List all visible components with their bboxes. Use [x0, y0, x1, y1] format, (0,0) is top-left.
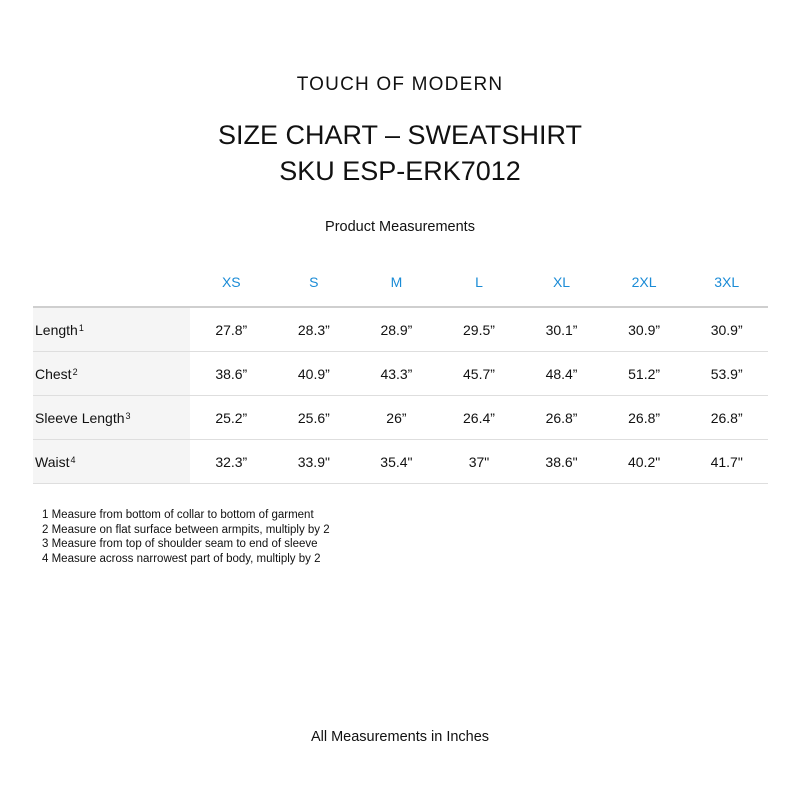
- size-header: XL: [520, 258, 603, 307]
- units-footer: All Measurements in Inches: [310, 729, 490, 745]
- title-line-2: SKU ESP-ERK7012: [279, 156, 521, 186]
- row-label: Waist$^4$: [33, 440, 190, 484]
- table-row: [33, 396, 768, 440]
- table-row: [33, 440, 768, 484]
- footnote-marker: 2: [72, 366, 78, 377]
- page-title: [0, 117, 800, 189]
- measurement-cell: 48.4”: [520, 352, 603, 396]
- measurement-cell: 26.8”: [685, 396, 768, 440]
- section-subtitle: Product Measurements: [325, 219, 475, 235]
- footnote-marker: 3: [125, 410, 131, 421]
- size-header: 2XL: [603, 258, 686, 307]
- measurement-cell: 28.9”: [355, 307, 438, 352]
- row-label: Length$^1$: [33, 307, 190, 352]
- row-label: Chest$^2$: [33, 352, 190, 396]
- measurement-cell: 40.9”: [273, 352, 356, 396]
- footnote-marker: 4: [70, 454, 76, 465]
- measurement-cell: 30.9”: [603, 307, 686, 352]
- size-header: S: [273, 258, 356, 307]
- measurement-cell: 53.9”: [685, 352, 768, 396]
- footnote: 3 Measure from top of shoulder seam to end of sleeve: [42, 538, 318, 550]
- measurement-cell: 51.2”: [603, 352, 686, 396]
- header-corner: [33, 258, 190, 307]
- measurement-cell: 25.2”: [190, 396, 273, 440]
- table-row: [33, 307, 768, 352]
- measurement-cell: 30.9”: [685, 307, 768, 352]
- measurement-cell: 26.8”: [520, 396, 603, 440]
- footnote: 1 Measure from bottom of collar to bottom of garment: [42, 509, 314, 521]
- title-line-1: SIZE CHART – SWEATSHIRT: [217, 120, 583, 150]
- size-header: 3XL: [685, 258, 768, 307]
- table-row: [33, 352, 768, 396]
- measurement-cell: 38.6”: [190, 352, 273, 396]
- measurement-cell: 29.5”: [438, 307, 521, 352]
- measurement-cell: 35.4": [355, 440, 438, 484]
- measurement-cell: 38.6": [520, 440, 603, 484]
- measurement-cell: 26.8”: [603, 396, 686, 440]
- size-table: [33, 258, 768, 484]
- measurement-cell: 32.3”: [190, 440, 273, 484]
- measurement-cell: 37": [438, 440, 521, 484]
- size-header: XS: [190, 258, 273, 307]
- measurement-cell: 27.8”: [190, 307, 273, 352]
- measurement-cell: 43.3”: [355, 352, 438, 396]
- brand-logo: TOUCH OF MODERN: [296, 74, 504, 95]
- footnote-marker: 1: [78, 322, 84, 333]
- size-header: L: [438, 258, 521, 307]
- measurement-cell: 26”: [355, 396, 438, 440]
- size-header-row: [33, 258, 768, 307]
- footnote: 2 Measure on flat surface between armpits, multiply by 2: [42, 523, 330, 536]
- measurement-cell: 33.9": [273, 440, 356, 484]
- measurement-cell: 25.6”: [273, 396, 356, 440]
- measurement-cell: 30.1”: [520, 307, 603, 352]
- measurement-cell: 45.7”: [438, 352, 521, 396]
- measurement-cell: 41.7": [685, 440, 768, 484]
- measurement-cell: 40.2": [603, 440, 686, 484]
- row-label: Sleeve Length$^3$: [33, 396, 190, 440]
- measurement-cell: 28.3”: [273, 307, 356, 352]
- footnotes: [42, 508, 330, 566]
- size-header: M: [355, 258, 438, 307]
- footnote: 4 Measure across narrowest part of body, multiply by 2: [42, 552, 321, 565]
- measurement-cell: 26.4”: [438, 396, 521, 440]
